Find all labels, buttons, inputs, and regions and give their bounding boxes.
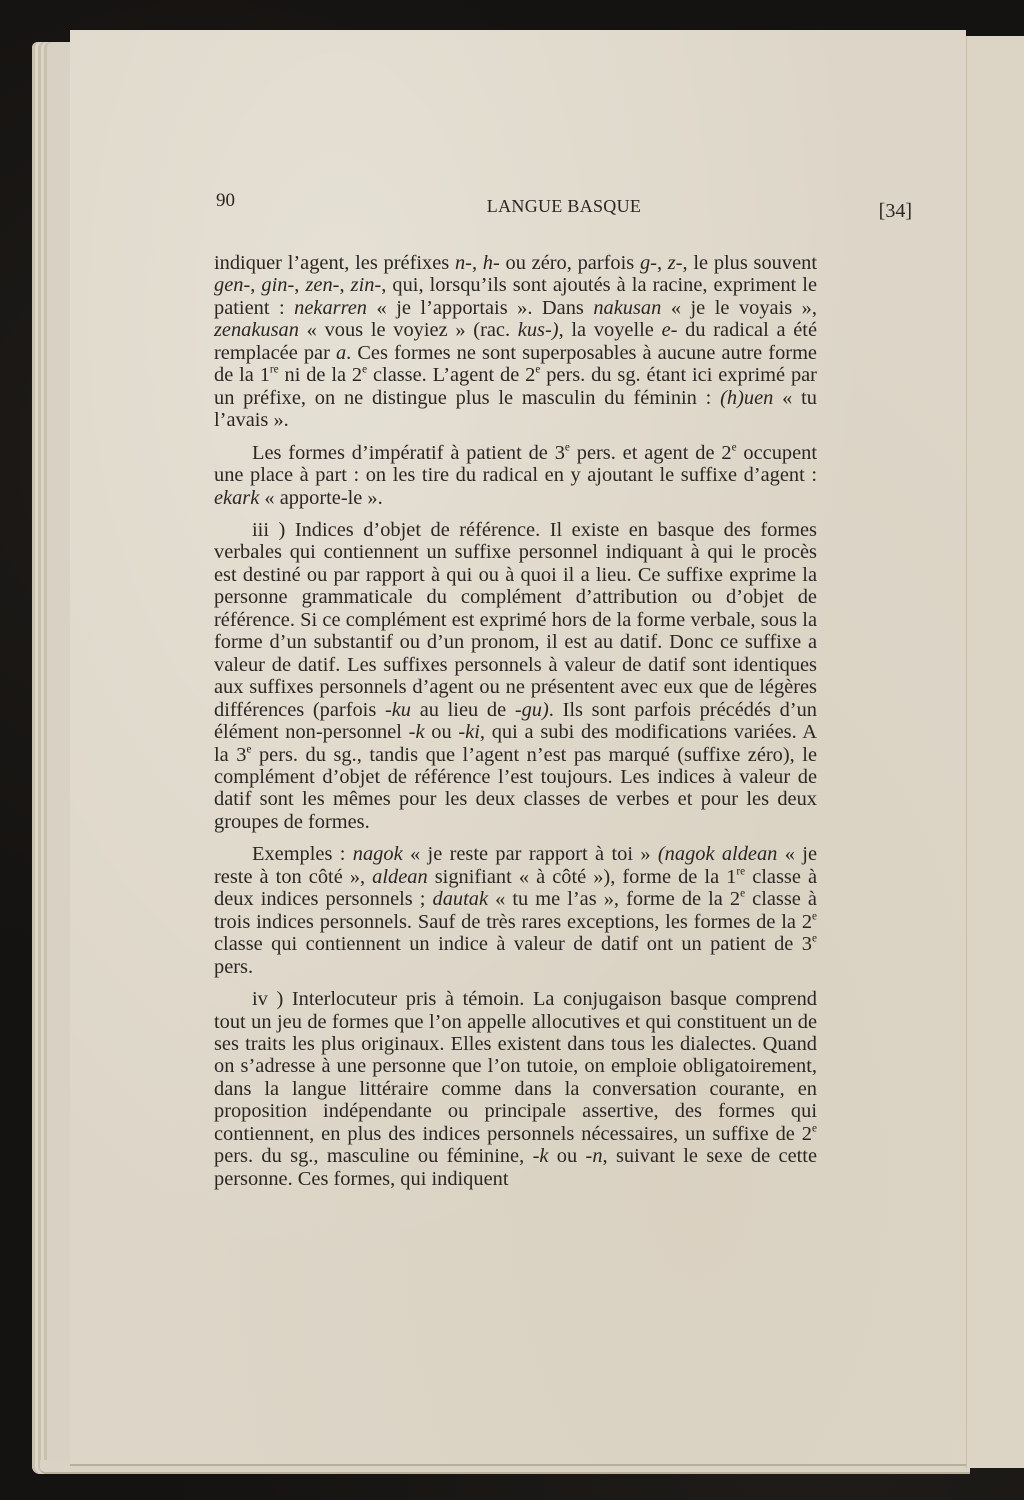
- italic-term: zen-: [305, 274, 340, 297]
- text-run: « je l’apportais ». Dans: [367, 296, 594, 319]
- facing-page-edge: [966, 36, 1024, 1468]
- italic-term: a: [335, 341, 347, 364]
- text-run: Exemples :: [252, 843, 353, 866]
- text-run: classe. L’agent de 2: [367, 364, 536, 387]
- text-run: iv ) Interlocuteur pris à témoin. La conjugaison basque comprend tout un jeu de formes que l’on appelle allocutives et qui constituent un de ses traits les plus originaux. Elles existent dans tous les dialectes. Quand on s’adresse à une personne que l’on tutoie, on emploie obligatoirement, dans la langue littéraire comme dans la conversation courante, en proposition indépendante ou principale assertive, des formes qui contiennent, en plus des indices personnels nécessaires, un suffixe de 2: [214, 988, 817, 1145]
- paragraph: [214, 519, 817, 833]
- body-text: [214, 252, 817, 1190]
- italic-term: nekarren: [294, 296, 368, 319]
- text-run: « tu me l’as », forme de la 2: [488, 888, 741, 911]
- paragraph: [214, 988, 817, 1190]
- running-head: [216, 188, 912, 222]
- superscript: e: [535, 363, 541, 376]
- text-run: classe à deux indices personnels ;: [214, 865, 817, 911]
- italic-term: zenakusan: [214, 319, 299, 342]
- text-run: « apporte-le ».: [259, 486, 383, 509]
- text-run: , qui a subi des modifications variées. A la 3: [214, 721, 818, 766]
- superscript: e: [362, 363, 368, 376]
- italic-term: (nagok aldean: [657, 843, 778, 866]
- superscript: e: [812, 1122, 817, 1135]
- text-run: « je reste à ton côté »,: [214, 843, 817, 888]
- text-run: ,: [250, 274, 262, 297]
- italic-term: -gu): [514, 698, 549, 721]
- superscript: e: [812, 932, 817, 945]
- superscript: e: [564, 441, 570, 454]
- italic-term: -n: [585, 1145, 603, 1168]
- italic-term: -k: [408, 721, 425, 744]
- superscript: e: [740, 887, 746, 900]
- page-number: 90: [216, 190, 235, 211]
- text-run: « vous le voyiez » (rac.: [298, 319, 518, 342]
- text-run: ,: [656, 252, 668, 274]
- superscript: e: [812, 910, 817, 923]
- text-run: pers.: [214, 955, 254, 978]
- text-run: « je reste par rapport à toi »: [402, 843, 658, 866]
- italic-term: gin-: [261, 274, 295, 297]
- text-run: pers. du sg., tandis que l’agent n’est pas marqué (suffixe zéro), le complément d’objet de référence l’est toujours. Les indices à valeur de datif sont les mêmes pour les deux classes de verbes et pour les deux groupes de formes.: [214, 743, 817, 833]
- text-run: du radical a été remplacée par: [214, 319, 817, 364]
- text-run: classe qui contiennent un indice à valeur de datif ont un patient de 3: [214, 933, 813, 956]
- text-run: occupent une place à part : on les tire du radical en y ajoutant le suffixe d’agent :: [214, 441, 817, 487]
- italic-term: -ki: [458, 721, 480, 744]
- italic-term: gen-: [214, 274, 251, 297]
- text-run: ou zéro, parfois: [499, 252, 640, 274]
- text-run: , la voyelle: [558, 319, 662, 342]
- text-run: ,: [471, 252, 483, 274]
- italic-term: aldean: [372, 865, 428, 888]
- text-run: « tu l’avais ».: [214, 386, 817, 432]
- text-run: ou: [424, 721, 459, 744]
- text-run: pers. du sg. étant ici exprimé par un préfixe, on ne distingue plus le masculin du féminin :: [214, 364, 817, 409]
- book-page: [70, 30, 966, 1464]
- italic-term: ekark: [214, 486, 260, 509]
- text-run: , le plus souvent: [682, 252, 817, 274]
- italic-term: zin-: [350, 274, 382, 297]
- paragraph: [214, 843, 817, 978]
- superscript: re: [736, 865, 746, 878]
- italic-term: dautak: [432, 888, 489, 911]
- text-run: ni de la 2: [278, 364, 363, 387]
- running-title: LANGUE BASQUE: [486, 196, 642, 216]
- text-run: pers. du sg., masculine ou féminine,: [214, 1145, 533, 1168]
- superscript: re: [269, 363, 279, 376]
- text-run: au lieu de: [411, 698, 515, 721]
- superscript: e: [731, 441, 737, 454]
- text-run: . Ils sont parfois précédés d’un élément non-personnel: [214, 698, 817, 744]
- section-number: [34]: [878, 200, 912, 222]
- paragraph: [214, 442, 817, 509]
- italic-term: nagok: [352, 843, 403, 866]
- text-run: « je le voyais »,: [661, 296, 817, 319]
- text-run: , qui, lorsqu’ils sont ajoutés à la racine, expriment le patient :: [214, 274, 818, 319]
- text-run: ,: [294, 274, 306, 297]
- italic-term: -k: [532, 1145, 549, 1168]
- italic-term: nakusan: [593, 296, 662, 319]
- superscript: e: [246, 743, 252, 756]
- text-run: , suivant le sexe de cette personne. Ces formes, qui indiquent: [214, 1145, 817, 1190]
- italic-term: g-: [639, 252, 657, 274]
- text-run: ou: [548, 1145, 586, 1168]
- text-run: ,: [339, 274, 351, 297]
- text-run: indiquer l’agent, les préfixes: [214, 252, 455, 274]
- text-run: pers. et agent de 2: [569, 441, 732, 464]
- text-run: . Ces formes ne sont superposables à aucune autre forme de la 1: [214, 341, 817, 387]
- italic-term: -ku: [384, 698, 412, 721]
- paragraph: [214, 252, 817, 432]
- text-run: classe à trois indices personnels. Sauf de très rares exceptions, les formes de la 2: [214, 888, 817, 933]
- text-run: Les formes d’impératif à patient de 3: [252, 441, 565, 464]
- text-run: signifiant « à côté »), forme de la 1: [427, 865, 737, 888]
- italic-term: h-: [482, 252, 500, 274]
- italic-term: z-: [667, 252, 683, 274]
- italic-term: e-: [661, 319, 678, 342]
- text-run: iii ) Indices d’objet de référence. Il existe en basque des formes verbales qui contiennent un suffixe personnel indiquant à qui le procès est destiné ou par rapport à qui ou à quoi il a lieu. Ce suffixe exprime la personne grammaticale du complément d’attribution ou d’objet de référence. Si ce complément est exprimé hors de la forme verbale, sous la forme d’un substantif ou d’un pronom, il est au datif. Donc ce suffixe a valeur de datif. Les suffixes personnels à valeur de datif sont identiques aux suffixes personnels d’agent ou ne présentent avec eux que de légères différences (parfois: [214, 518, 817, 721]
- italic-term: kus-): [517, 319, 559, 342]
- italic-term: n-: [454, 252, 472, 274]
- italic-term: (h)uen: [720, 386, 774, 409]
